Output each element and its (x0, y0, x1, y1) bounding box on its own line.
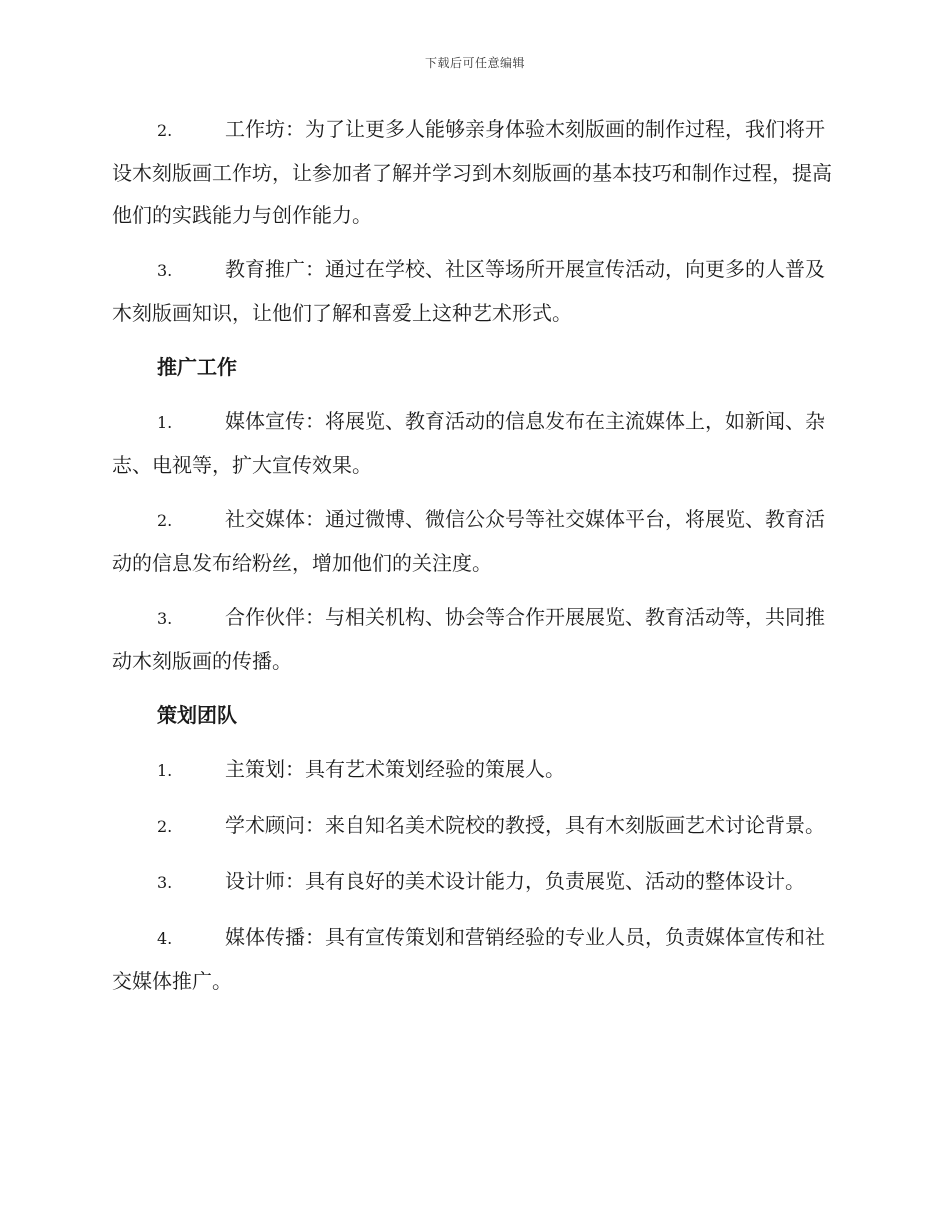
document-body (112, 108, 838, 1014)
list-number: 4. (157, 929, 173, 948)
list-item (112, 248, 838, 334)
list-text: 合作伙伴：与相关机构、协会等合作开展展览、教育活动等，共同推动木刻版画的传播。 (112, 605, 825, 673)
list-number: 2. (157, 817, 173, 836)
list-item (112, 748, 838, 792)
list-item (112, 400, 838, 486)
list-number: 2. (157, 121, 173, 140)
section-heading-promotion: 推广工作 (157, 355, 237, 379)
list-text: 社交媒体：通过微博、微信公众号等社交媒体平台，将展览、教育活动的信息发布给粉丝，增加他们的关注度。 (112, 507, 825, 575)
list-text: 工作坊：为了让更多人能够亲身体验木刻版画的制作过程，我们将开设木刻版画工作坊，让参加者了解并学习到木刻版画的基本技巧和制作过程，提高他们的实践能力与创作能力。 (112, 117, 832, 227)
list-item (112, 108, 838, 236)
list-text: 设计师：具有良好的美术设计能力，负责展览、活动的整体设计。 (225, 869, 805, 893)
list-number: 3. (157, 261, 173, 280)
list-text: 媒体传播：具有宣传策划和营销经验的专业人员，负责媒体宣传和社交媒体推广。 (112, 925, 825, 993)
list-item (112, 498, 838, 584)
list-number: 1. (157, 413, 173, 432)
list-item (112, 916, 838, 1002)
list-text: 主策划：具有艺术策划经验的策展人。 (225, 757, 565, 781)
list-item (112, 860, 838, 904)
list-number: 3. (157, 609, 173, 628)
list-number: 2. (157, 511, 173, 530)
list-text: 媒体宣传：将展览、教育活动的信息发布在主流媒体上，如新闻、杂志、电视等，扩大宣传效果。 (112, 409, 825, 477)
list-item (112, 804, 838, 848)
list-text: 教育推广：通过在学校、社区等场所开展宣传活动，向更多的人普及木刻版画知识，让他们了解和喜爱上这种艺术形式。 (112, 257, 825, 325)
list-text: 学术顾问：来自知名美术院校的教授，具有木刻版画艺术讨论背景。 (225, 813, 825, 837)
list-number: 1. (157, 761, 173, 780)
page-header: 下载后可任意编辑 (424, 56, 525, 70)
section-heading-team: 策划团队 (157, 703, 237, 727)
list-number: 3. (157, 873, 173, 892)
list-item (112, 596, 838, 682)
